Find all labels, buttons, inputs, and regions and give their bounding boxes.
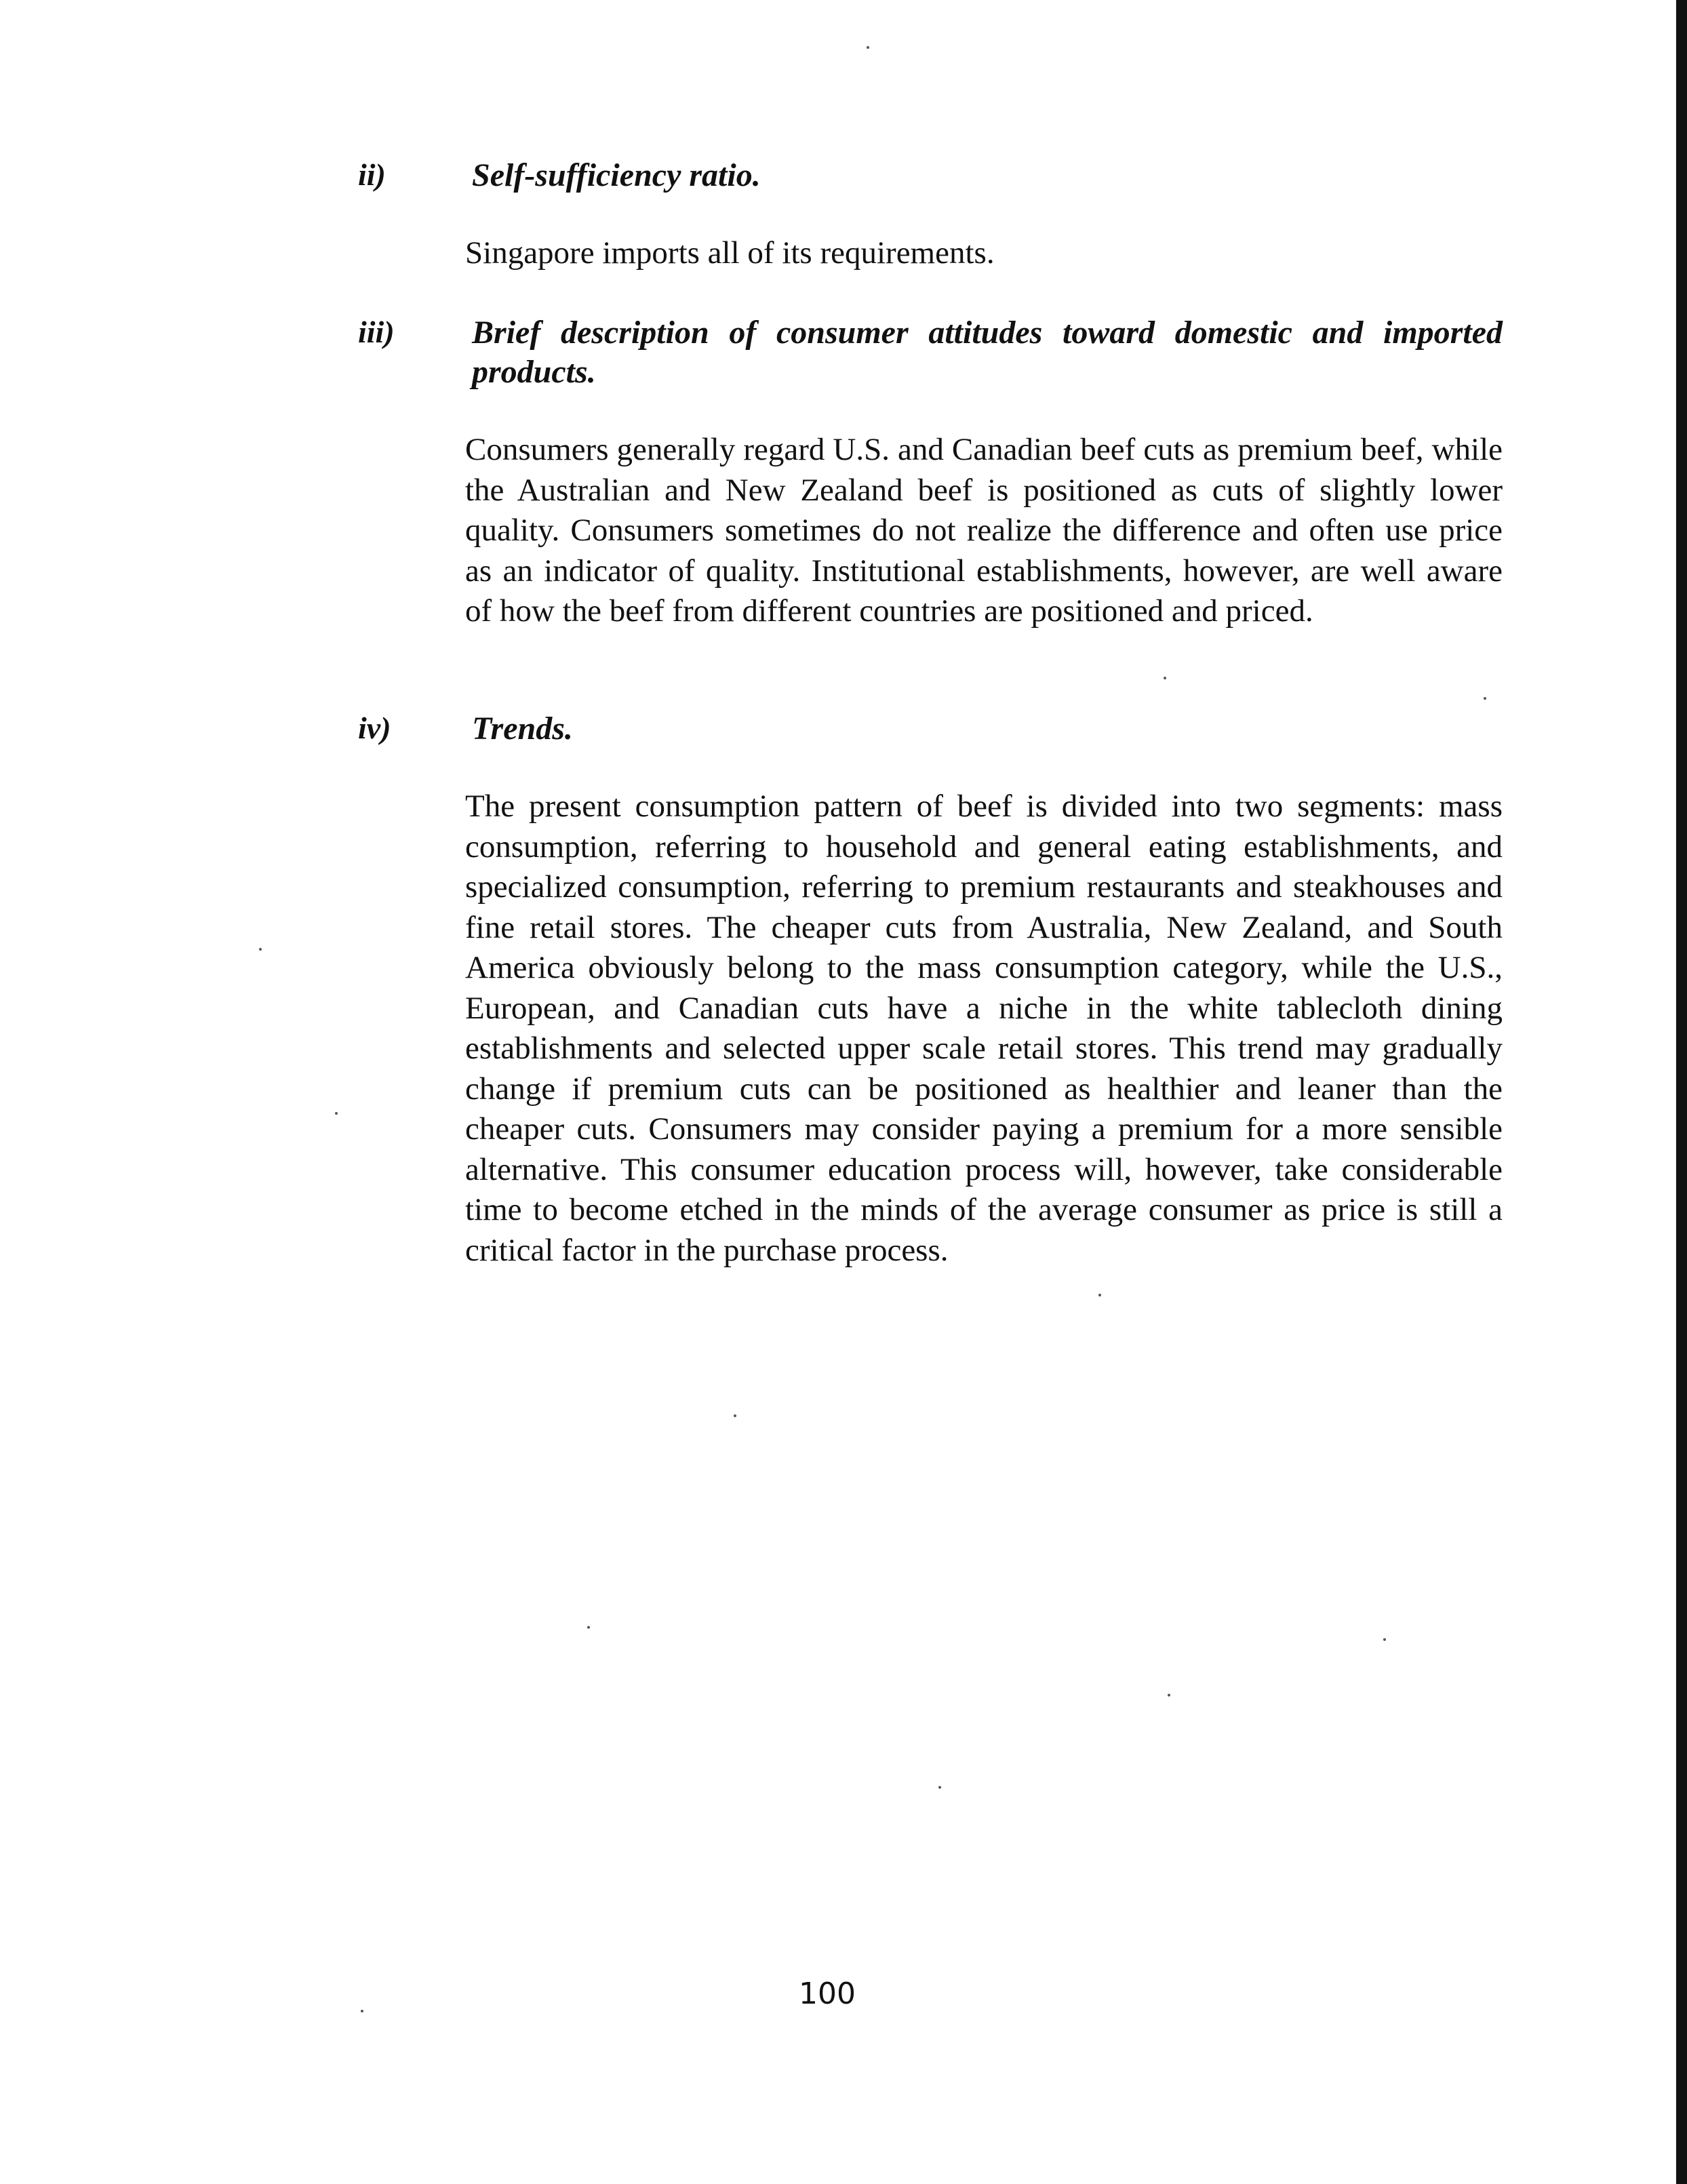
scan-speck xyxy=(1164,677,1166,679)
section-paragraph: The present consumption pattern of beef is divided into two segments: mass consumption, referring to household and general eating establishments, and specialized consumption, referring to premium restaurants and steakhouses and fine retail stores. The cheaper cuts from Australia, New Zealand, and South America obviously belong to the mass consumption category, while the U.S., European, and Canadian cuts have a niche in the white tablecloth dining establishments and selected upper scale retail stores. This trend may gradually change if premium cuts can be positioned as healthier and leaner than the cheaper cuts. Consumers may consider paying a premium for a more sensible alternative. This consumer education process will, however, take considerable time to become etched in the minds of the average consumer as price is still a critical factor in the purchase process. xyxy=(465,789,1503,1268)
scan-speck xyxy=(1098,1294,1101,1296)
section-heading: Self-sufficiency ratio. xyxy=(472,157,761,193)
scan-speck xyxy=(587,1626,590,1629)
scan-speck xyxy=(335,1112,338,1115)
scan-speck xyxy=(867,46,869,49)
section-heading: Brief description of consumer attitudes toward domestic and imported products. xyxy=(472,315,1503,390)
scan-speck xyxy=(361,2010,363,2012)
section-numeral: ii) xyxy=(358,157,386,192)
section-paragraph: Consumers generally regard U.S. and Canadian beef cuts as premium beef, while the Australian and New Zealand beef is positioned as cuts of slightly lower quality. Consumers sometimes do not realize the difference and often use price as an indicator of quality. Institutional establishments, however, are well aware of how the beef from different countries are positioned and priced. xyxy=(465,432,1503,629)
scan-speck xyxy=(734,1414,736,1417)
section-numeral: iii) xyxy=(358,315,395,349)
section-numeral: iv) xyxy=(358,711,391,745)
scan-speck xyxy=(259,948,262,951)
section-paragraph: Singapore imports all of its requirements. xyxy=(465,235,995,271)
scan-speck xyxy=(1484,697,1486,700)
scan-edge-border xyxy=(1676,0,1687,2184)
scan-speck xyxy=(1168,1694,1170,1696)
scan-speck xyxy=(938,1786,941,1789)
section-heading: Trends. xyxy=(472,711,573,747)
page-number: 100 xyxy=(799,1977,856,2011)
scan-speck xyxy=(1383,1638,1386,1641)
